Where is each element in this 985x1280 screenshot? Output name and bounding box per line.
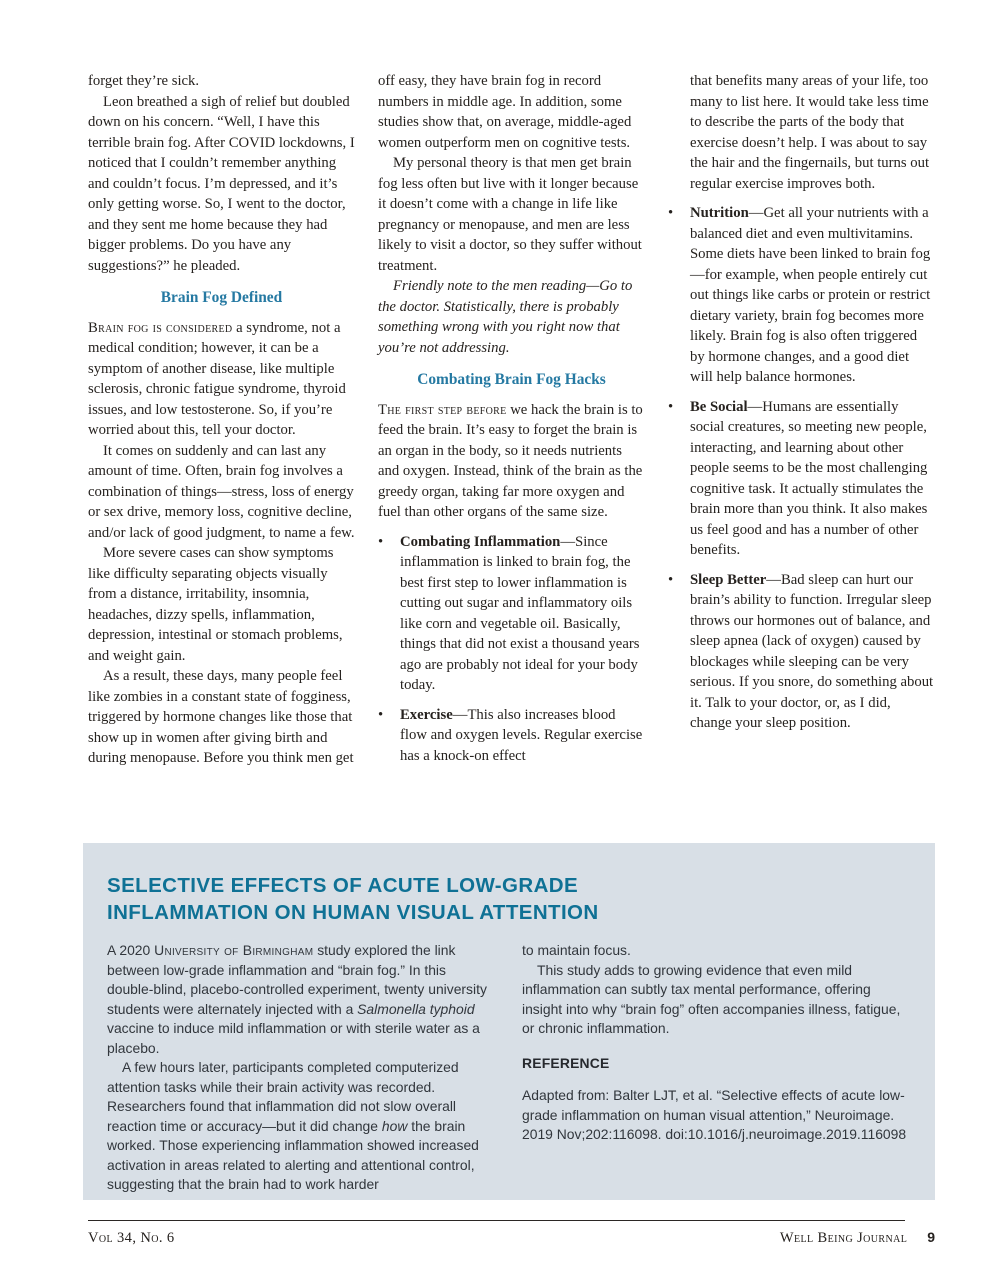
paragraph: This study adds to growing evidence that even mild inflammation can subtly tax mental performance, offering insight into why “brain fog” often accompanies illness, fatigue, or chronic inflammation. <box>522 961 901 1036</box>
section-heading-combating-brain-fog-hacks: Combating Brain Fog Hacks <box>417 371 606 388</box>
bullet-item-combating-inflammation <box>378 532 645 696</box>
study-sidebar-box <box>83 843 935 1200</box>
bullet-marker: • <box>378 533 384 550</box>
paragraph-italic-note: Friendly note to the men reading—Go to the doctor. Statistically, there is probably something wrong with you right now that you’re not addressing. <box>378 278 633 356</box>
footer-rule <box>88 1220 905 1221</box>
paragraph: A 2020 University of Birmingham study explored the link between low-grade inflammation and “brain fog.” In this double-blind, placebo-controlled experiment, twenty university students were alternately injected with a Salmonella typhoid vaccine to induce mild inflammation or with sterile water as a placebo. <box>107 942 487 1056</box>
footer-page-number: 9 <box>927 1229 935 1245</box>
paragraph: The first step before we hack the brain is to feed the brain. It’s easy to forget the brain is an organ in the body, so it needs nutrients and oxygen. Instead, think of the brain as the greedy organ, taking far more oxygen and fuel than other organs of the same size. <box>378 401 643 520</box>
section-heading-brain-fog-defined: Brain Fog Defined <box>160 289 283 306</box>
bullet-text: Combating Inflammation—Since inflammation is linked to brain fog, the best first step to lower inflammation is cutting out sugar and inflammatory oils like corn and vegetable oil. Basically, things that did not exist a thousand years ago are probably not ideal for your body today. <box>400 533 640 693</box>
footer-journal: Well Being Journal <box>779 1230 908 1246</box>
bullet-marker: • <box>668 571 674 588</box>
paragraph: A few hours later, participants completed computerized attention tasks while their brain activity was recorded. Researchers found that inflammation did not slow overall reaction time or accuracy—but it did change how the brain worked. Those experiencing inflammation showed increased activation in areas related to alerting and attentional control, suggesting that the brain had to work harder <box>107 1059 479 1192</box>
paragraph: to maintain focus. <box>522 942 631 958</box>
bullet-text: Nutrition—Get all your nutrients with a balanced diet and even multivitamins. Some diets have been linked to brain fog—for example, when people entirely cut out things like carbs or protein or restrict dietary variety, brain fog becomes more likely. Brain fog is also often triggered by hormone changes, and a good diet will help balance hormones. <box>690 205 931 385</box>
paragraph: My personal theory is that men get brain fog less often but live with it longer because it doesn’t come with a change in life like pregnancy or menopause, and men are less likely to visit a doctor, so they suffer without treatment. <box>378 155 642 274</box>
article-column-1 <box>88 71 355 769</box>
bullet-marker: • <box>668 205 674 221</box>
paragraph: As a result, these days, many people feel like zombies in a constant state of fogginess, triggered by hormone changes like those that show up in women after giving birth and during menopause. Before you think men get <box>88 668 354 766</box>
paragraph: More severe cases can show symptoms like difficulty separating objects visually from a distance, irritability, insomnia, headaches, dizzy spells, inflammation, depression, intestinal or stomach problems, and weight gain. <box>88 545 343 664</box>
paragraph: It comes on suddenly and can last any amount of time. Often, brain fog involves a combination of things—stress, loss of energy or sex drive, memory loss, cognitive decline, and/or lack of good judgment, to name a few. <box>88 442 355 541</box>
bullet-marker: • <box>378 706 384 723</box>
article-body <box>88 71 935 769</box>
bullet-item-nutrition <box>668 203 935 388</box>
bullet-item-exercise <box>378 705 645 767</box>
paragraph: forget they’re sick. <box>88 73 200 89</box>
footer-row <box>88 1229 935 1247</box>
bullet-text: Be Social—Humans are essentially social creatures, so meeting new people, interacting, and learning about other people seems to be the most challenging cognitive task. It actually stimulates the brain more than you think. It also makes us feel good and has a number of other benefits. <box>690 398 928 558</box>
bullet-text: Sleep Better—Bad sleep can hurt our brain’s ability to function. Irregular sleep throws our hormones out of balance, and sleep apnea (lack of oxygen) caused by blockages while sleeping can be very serious. If you snore, do something about it. Talk to your doctor, or, as I did, change your sleep position. <box>690 571 934 731</box>
bullet-text: Exercise—This also increases blood flow and oxygen levels. Regular exercise has a knock-on effect <box>400 706 643 764</box>
study-box-title: SELECTIVE EFFECTS OF ACUTE LOW-GRADE INFLAMMATION ON HUMAN VISUAL ATTENTION <box>107 874 599 924</box>
study-box-columns <box>107 941 911 1195</box>
study-box-column-left <box>107 941 496 1195</box>
page-footer <box>88 1220 935 1247</box>
bullet-item-be-social <box>668 397 935 561</box>
bullet-marker: • <box>668 398 674 415</box>
paragraph: off easy, they have brain fog in record numbers in middle age. In addition, some studies show that, on average, middle-aged women outperform men on cognitive tests. <box>378 73 632 151</box>
bullet-item-sleep-better <box>668 570 935 734</box>
study-box-column-right <box>522 941 911 1195</box>
footer-right-group <box>780 1229 935 1247</box>
paragraph: Brain fog is considered a syndrome, not a medical condition; however, it can be a symptom of another disease, like multiple sclerosis, chronic fatigue syndrome, thyroid issues, and low testosterone. So, if you’re worried about this, tell your doctor. <box>88 319 346 438</box>
reference-citation: Adapted from: Balter LJT, et al. “Selective effects of acute low-grade inflammation on human visual attention,” Neuroimage. 2019 Nov;202:116098. doi:10.1016/j.neuroimage.2019.116098 <box>522 1087 907 1142</box>
article-column-2 <box>378 71 645 769</box>
article-column-3 <box>668 71 935 769</box>
reference-heading: REFERENCE <box>522 1054 610 1071</box>
footer-volume: Vol 34, No. 6 <box>88 1230 175 1246</box>
paragraph-continuation: that benefits many areas of your life, too many to list here. It would take less time to describe the parts of the body that exercise doesn’t help. I was about to say the hair and the fingernails, but turns out regular exercise improves both. <box>690 73 930 192</box>
paragraph: Leon breathed a sigh of relief but doubled down on his concern. “Well, I have this terrible brain fog. After COVID lockdowns, I noticed that I couldn’t remember anything and couldn’t focus. I’m depressed, and it’s only getting worse. So, I went to the doctor, and they sent me home because they had bigger problems. Do you have any suggestions?” he pleaded. <box>88 93 355 274</box>
